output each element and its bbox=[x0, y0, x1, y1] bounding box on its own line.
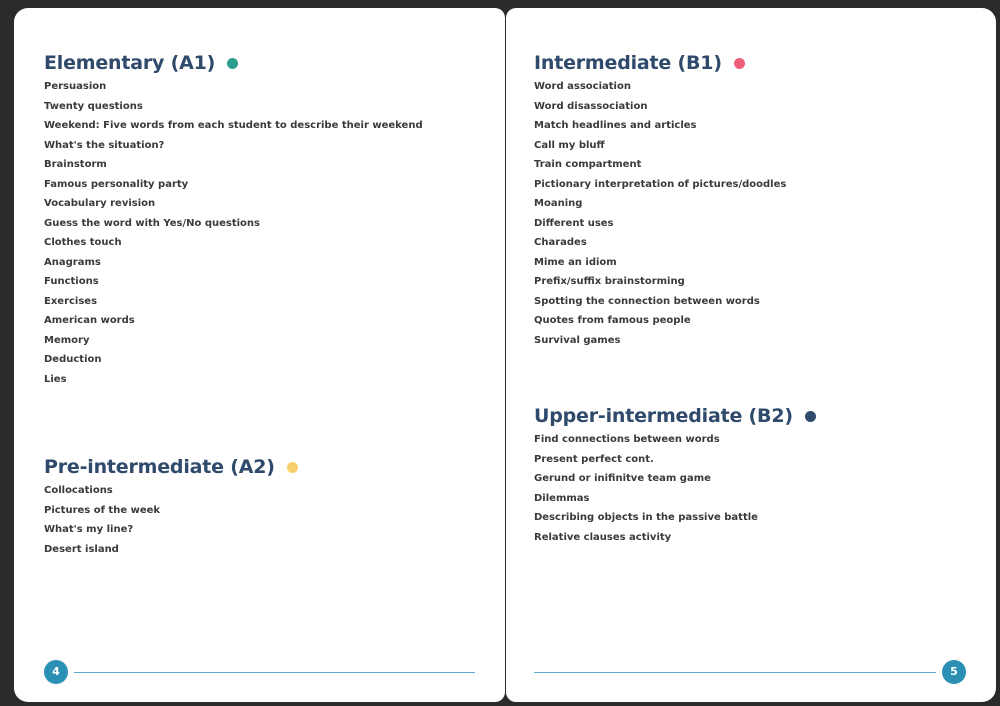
activity-item: Different uses bbox=[534, 217, 614, 229]
activity-item: Quotes from famous people bbox=[534, 315, 691, 326]
section-upper-intermediate-b2 bbox=[534, 402, 816, 551]
activity-item: Moaning bbox=[534, 198, 583, 209]
left-page bbox=[14, 8, 505, 702]
section-intermediate-b1 bbox=[534, 49, 786, 354]
activity-list bbox=[534, 81, 786, 354]
activity-item: Present perfect cont. bbox=[534, 453, 654, 465]
activity-item: Brainstorm bbox=[44, 159, 107, 170]
activity-item: Match headlines and articles bbox=[534, 120, 697, 131]
activity-item: Weekend: Five words from each student to describe their weekend bbox=[44, 120, 423, 131]
activity-item: Train compartment bbox=[534, 159, 642, 170]
activity-item: Vocabulary revision bbox=[44, 198, 156, 209]
section-title: Elementary (A1) bbox=[44, 52, 216, 74]
activity-list bbox=[44, 81, 423, 393]
activity-item: Memory bbox=[44, 334, 90, 346]
activity-item: Exercises bbox=[44, 295, 98, 307]
activity-item: Describing objects in the passive battle bbox=[534, 512, 758, 523]
footer-rule bbox=[74, 672, 475, 673]
activity-item: Pictionary interpretation of pictures/doodles bbox=[534, 178, 787, 190]
level-dot-icon bbox=[287, 462, 298, 473]
activity-item: Twenty questions bbox=[44, 100, 143, 112]
activity-item: Spotting the connection between words bbox=[534, 295, 760, 307]
activity-item: Deduction bbox=[44, 354, 102, 365]
activity-item: Prefix/suffix brainstorming bbox=[534, 276, 685, 287]
activity-item: Word association bbox=[534, 81, 631, 92]
activity-item: Find connections between words bbox=[534, 434, 720, 445]
activity-item: Charades bbox=[534, 237, 587, 248]
activity-item: Functions bbox=[44, 276, 99, 287]
page-footer bbox=[14, 660, 505, 686]
activity-item: Guess the word with Yes/No questions bbox=[44, 217, 260, 229]
level-dot-icon bbox=[227, 58, 238, 69]
activity-item: Clothes touch bbox=[44, 237, 122, 248]
activity-list bbox=[44, 485, 298, 563]
activity-item: What's my line? bbox=[44, 524, 134, 535]
footer-rule bbox=[534, 672, 936, 673]
activity-item: American words bbox=[44, 315, 135, 326]
activity-item: Dilemmas bbox=[534, 492, 590, 504]
activity-item: Persuasion bbox=[44, 81, 107, 92]
level-dot-icon bbox=[734, 58, 745, 69]
section-elementary-a1 bbox=[44, 49, 423, 393]
activity-item: Desert island bbox=[44, 543, 119, 555]
page-number-badge: 4 bbox=[44, 660, 68, 684]
section-title: Pre-intermediate (A2) bbox=[44, 456, 275, 478]
activity-item: Word disassociation bbox=[534, 100, 648, 112]
activity-item: Famous personality party bbox=[44, 178, 189, 190]
activity-item: Gerund or inifinitve team game bbox=[534, 473, 711, 484]
activity-item: Relative clauses activity bbox=[534, 531, 672, 543]
section-title: Intermediate (B1) bbox=[534, 52, 722, 74]
page-number-badge: 5 bbox=[942, 660, 966, 684]
activity-item: Anagrams bbox=[44, 256, 101, 268]
activity-item: What's the situation? bbox=[44, 139, 165, 151]
activity-item: Call my bluff bbox=[534, 139, 605, 151]
activity-item: Survival games bbox=[534, 334, 621, 346]
activity-list bbox=[534, 434, 816, 551]
level-dot-icon bbox=[805, 411, 816, 422]
activity-item: Mime an idiom bbox=[534, 256, 617, 268]
section-title: Upper-intermediate (B2) bbox=[534, 405, 793, 427]
activity-item: Collocations bbox=[44, 485, 113, 496]
page-footer bbox=[506, 660, 996, 686]
right-page bbox=[506, 8, 996, 702]
activity-item: Pictures of the week bbox=[44, 504, 161, 516]
section-pre-intermediate-a2 bbox=[44, 453, 298, 563]
activity-item: Lies bbox=[44, 373, 67, 385]
